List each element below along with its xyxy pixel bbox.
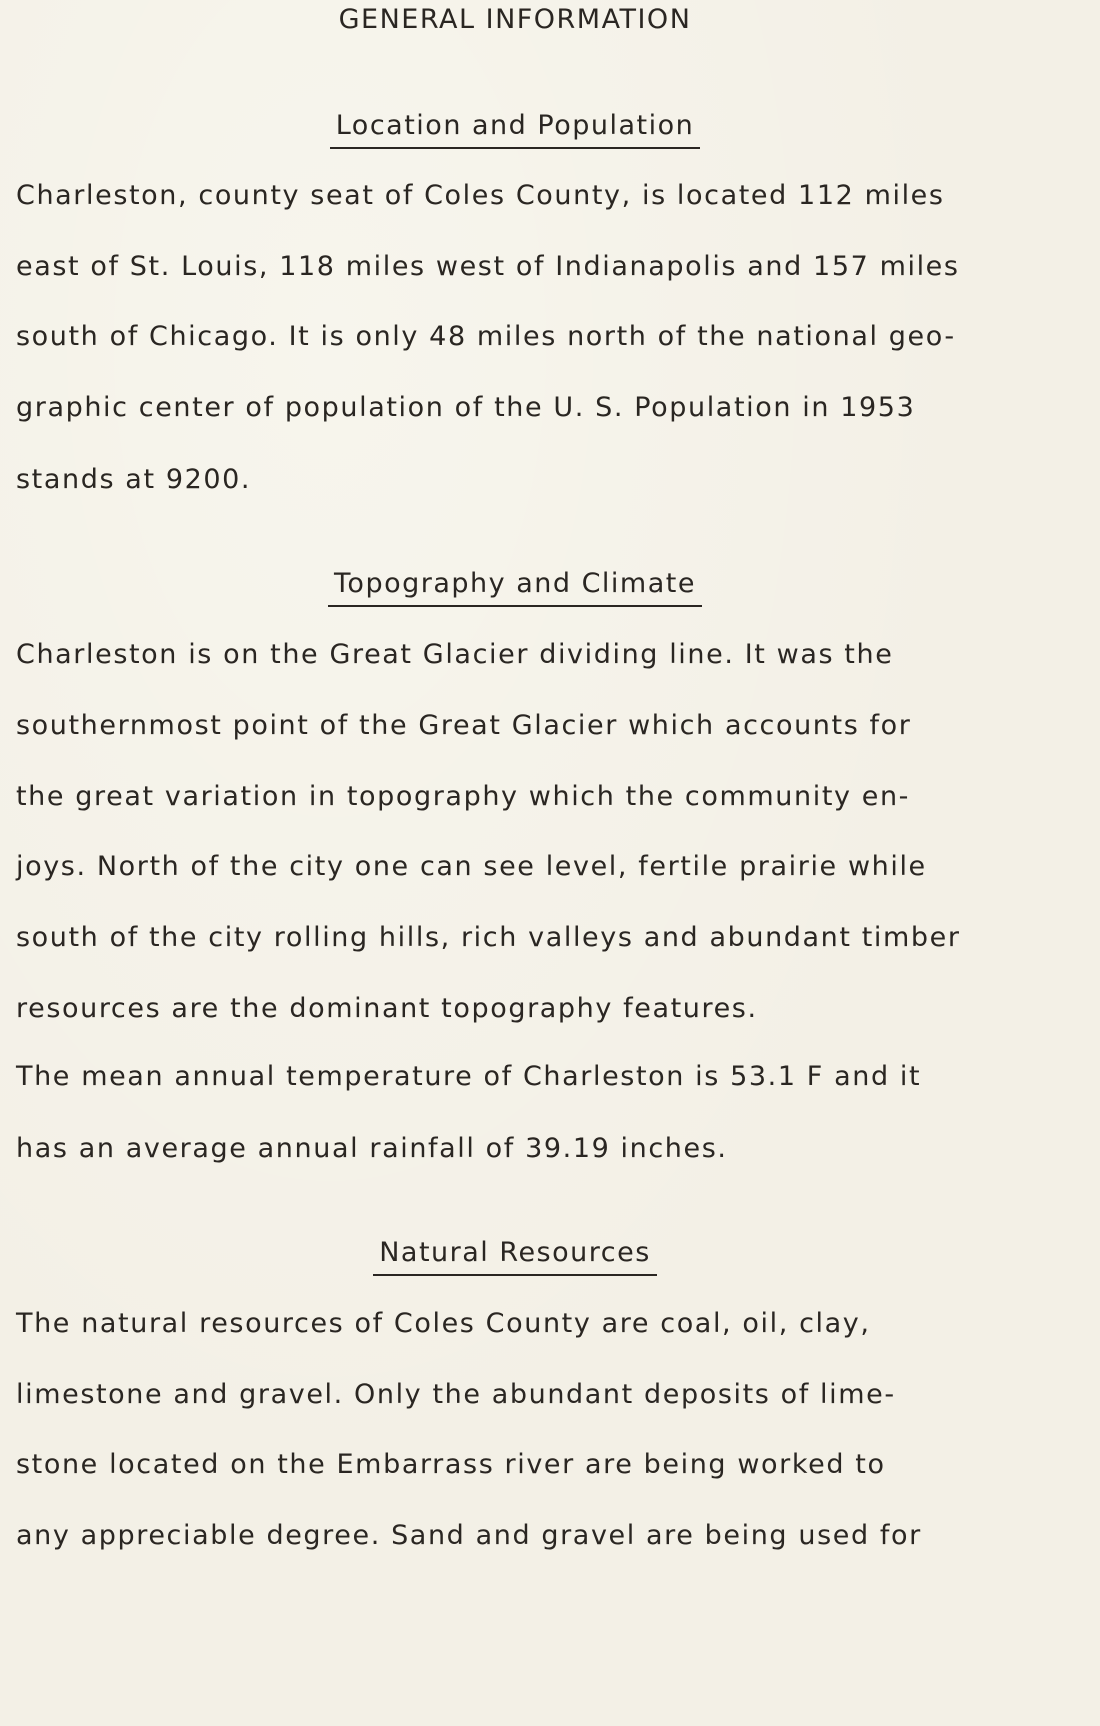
paragraph-line: graphic center of population of the U. S. Population in 1953 (16, 392, 916, 423)
section-heading-text: Natural Resources (373, 1237, 657, 1276)
section-heading-text: Location and Population (330, 110, 701, 149)
section-heading-location-population (0, 110, 1030, 149)
paragraph-line: has an average annual rainfall of 39.19 inches. (16, 1133, 728, 1164)
paragraph-line: stone located on the Embarrass river are being worked to (16, 1449, 886, 1480)
paragraph-line: any appreciable degree. Sand and gravel are being used for (16, 1520, 922, 1551)
section-heading-text: Topography and Climate (328, 568, 702, 607)
paragraph-line: south of the city rolling hills, rich valleys and abundant timber (16, 922, 961, 953)
paragraph-line: joys. North of the city one can see level, fertile prairie while (16, 851, 927, 882)
paragraph-line: The natural resources of Coles County are coal, oil, clay, (16, 1308, 871, 1339)
section-heading-topography-climate (0, 568, 1030, 607)
paragraph-line: The mean annual temperature of Charleston is 53.1 F and it (16, 1061, 922, 1092)
paragraph-line: stands at 9200. (16, 464, 252, 495)
paragraph-line: east of St. Louis, 118 miles west of Indianapolis and 157 miles (16, 251, 960, 282)
paragraph-line: south of Chicago. It is only 48 miles north of the national geo- (16, 321, 956, 352)
paragraph-line: the great variation in topography which the community en- (16, 781, 911, 812)
paragraph-line: limestone and gravel. Only the abundant deposits of lime- (16, 1379, 896, 1410)
paragraph-line: resources are the dominant topography features. (16, 993, 758, 1024)
section-heading-natural-resources (0, 1237, 1030, 1276)
paragraph-line: Charleston is on the Great Glacier dividing line. It was the (16, 639, 894, 670)
document-title: GENERAL INFORMATION (338, 4, 692, 35)
paragraph-line: Charleston, county seat of Coles County, is located 112 miles (16, 180, 945, 211)
paragraph-line: southernmost point of the Great Glacier which accounts for (16, 710, 912, 741)
